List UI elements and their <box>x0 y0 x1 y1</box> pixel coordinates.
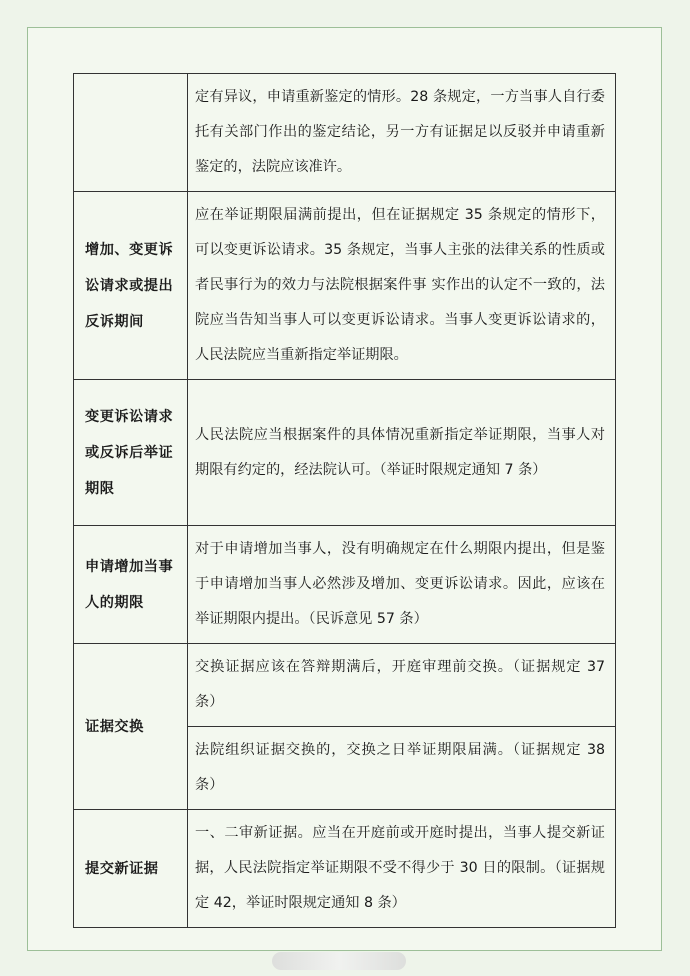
row-label: 提交新证据 <box>74 810 188 928</box>
row-label: 增加、变更诉讼请求或提出反诉期间 <box>74 192 188 380</box>
row-label: 变更诉讼请求或反诉后举证期限 <box>74 380 188 526</box>
table-row <box>74 74 616 192</box>
rules-table <box>73 73 616 928</box>
row-content: 人民法院应当根据案件的具体情况重新指定举证期限，当事人对期限有约定的，经法院认可。（举证时限规定通知 7 条） <box>188 380 616 526</box>
watermark <box>272 952 406 970</box>
table-row <box>74 644 616 727</box>
row-label: 证据交换 <box>74 644 188 810</box>
row-content: 交换证据应该在答辩期满后，开庭审理前交换。（证据规定 37 条） <box>188 644 616 727</box>
row-content: 对于申请增加当事人，没有明确规定在什么期限内提出，但是鉴于申请增加当事人必然涉及增加、变更诉讼请求。因此，应该在举证期限内提出。（民诉意见 57 条） <box>188 526 616 644</box>
table-row <box>74 192 616 380</box>
row-label <box>74 74 188 192</box>
row-content: 定有异议，申请重新鉴定的情形。28 条规定，一方当事人自行委托有关部门作出的鉴定结论，另一方有证据足以反驳并申请重新鉴定的，法院应该准许。 <box>188 74 616 192</box>
table-row <box>74 526 616 644</box>
table-row <box>74 810 616 928</box>
table-row <box>74 380 616 526</box>
row-label: 申请增加当事人的期限 <box>74 526 188 644</box>
row-content: 一、二审新证据。应当在开庭前或开庭时提出，当事人提交新证据，人民法院指定举证期限不受不得少于 30 日的限制。（证据规定 42，举证时限规定通知 8 条） <box>188 810 616 928</box>
row-content: 应在举证期限届满前提出，但在证据规定 35 条规定的情形下，可以变更诉讼请求。35 条规定，当事人主张的法律关系的性质或者民事行为的效力与法院根据案件事 实作出的认定不一致的，法院应当告知当事人可以变更诉讼请求。当事人变更诉讼请求的，人民法院应当重新指定举证期限。 <box>188 192 616 380</box>
row-content: 法院组织证据交换的，交换之日举证期限届满。（证据规定 38 条） <box>188 727 616 810</box>
